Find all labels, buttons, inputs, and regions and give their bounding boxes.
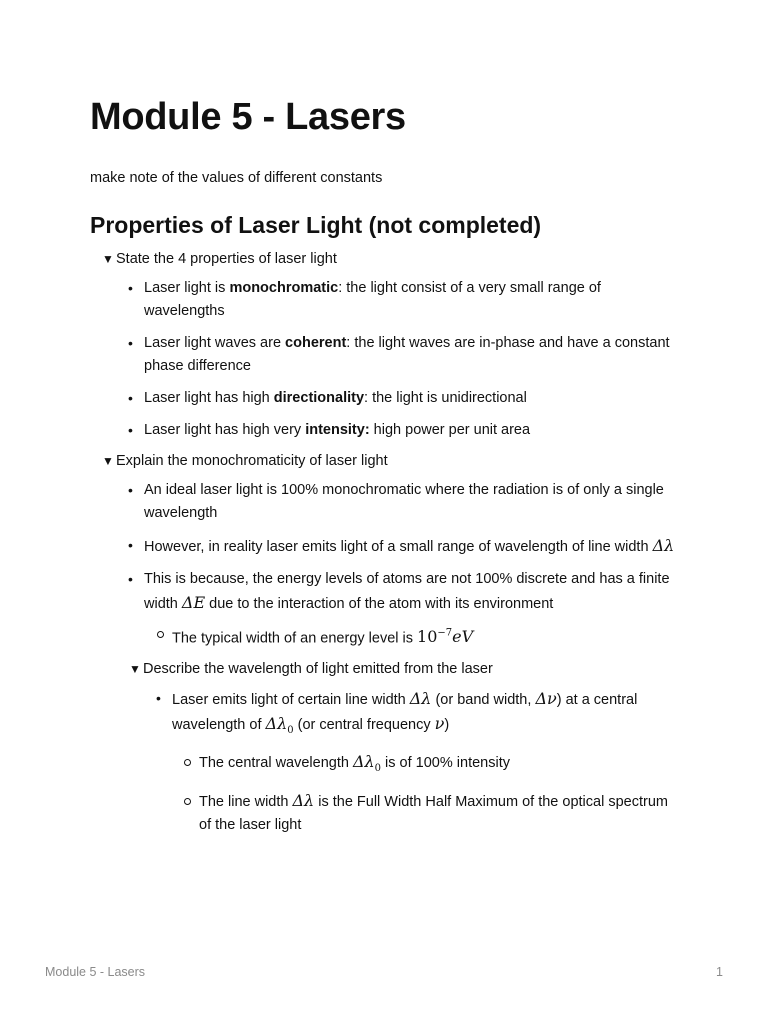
section-heading: Properties of Laser Light (not completed) xyxy=(90,212,542,238)
list-item: The line width Δλ is the Full Width Half Maximum of the optical spectrum of the laser light xyxy=(199,789,680,837)
list-item: The typical width of an energy level is $10^{-7}eV$ xyxy=(172,622,680,650)
list-item: • Laser light has high very intensity: high power per unit area xyxy=(144,419,680,442)
math-delta-e: ΔE xyxy=(181,593,206,612)
toggle-label: State the 4 properties of laser light xyxy=(116,251,337,267)
list-item: • Laser light waves are coherent: the light waves are in-phase and have a constant phase difference xyxy=(144,332,680,378)
toggle-monochromaticity[interactable] xyxy=(102,451,680,471)
list-item: The central wavelength $\Delta\lambda_0$ is of 100% intensity xyxy=(199,750,680,780)
wavelength-sub-list xyxy=(90,750,680,837)
page-title: Module 5 - Lasers xyxy=(90,96,406,138)
toggle-label: Describe the wavelength of light emitted from the laser xyxy=(143,661,493,678)
list-item: • Laser light has high directionality: the light is unidirectional xyxy=(144,387,680,410)
triangle-down-icon[interactable]: ▼ xyxy=(129,662,141,677)
list-item: • An ideal laser light is 100% monochromatic where the radiation is of only a single wavelength xyxy=(144,479,680,525)
footer-title: Module 5 - Lasers xyxy=(45,965,146,979)
list-item: • This is because, the energy levels of atoms are not 100% discrete and has a finite width ΔE due to the interaction of the atom with its environment xyxy=(144,568,680,616)
energy-sub-list xyxy=(90,622,680,650)
toggle-label: Explain the monochromaticity of laser light xyxy=(116,453,388,469)
monochromaticity-list xyxy=(90,479,680,616)
triangle-down-icon[interactable]: ▼ xyxy=(102,252,114,266)
properties-list xyxy=(90,277,680,442)
math-delta-lambda: Δλ xyxy=(652,536,675,555)
list-item: • However, in reality laser emits light of a small range of wavelength of line width Δλ xyxy=(144,534,680,559)
subtitle-note: make note of the values of different constants xyxy=(90,170,383,186)
page-number: 1 xyxy=(716,965,723,979)
wavelength-list xyxy=(90,687,680,742)
toggle-properties[interactable] xyxy=(102,249,680,269)
list-item: • Laser emits light of certain line width Δλ (or band width, Δν) at a central wavelength of $\Delta\lambda_0$ (or central frequency ν) xyxy=(172,687,680,742)
triangle-down-icon[interactable]: ▼ xyxy=(102,454,114,468)
document-page xyxy=(90,94,680,837)
toggle-wavelength[interactable] xyxy=(129,659,680,679)
list-item: • Laser light is monochromatic: the light consist of a very small range of wavelengths xyxy=(144,277,680,323)
